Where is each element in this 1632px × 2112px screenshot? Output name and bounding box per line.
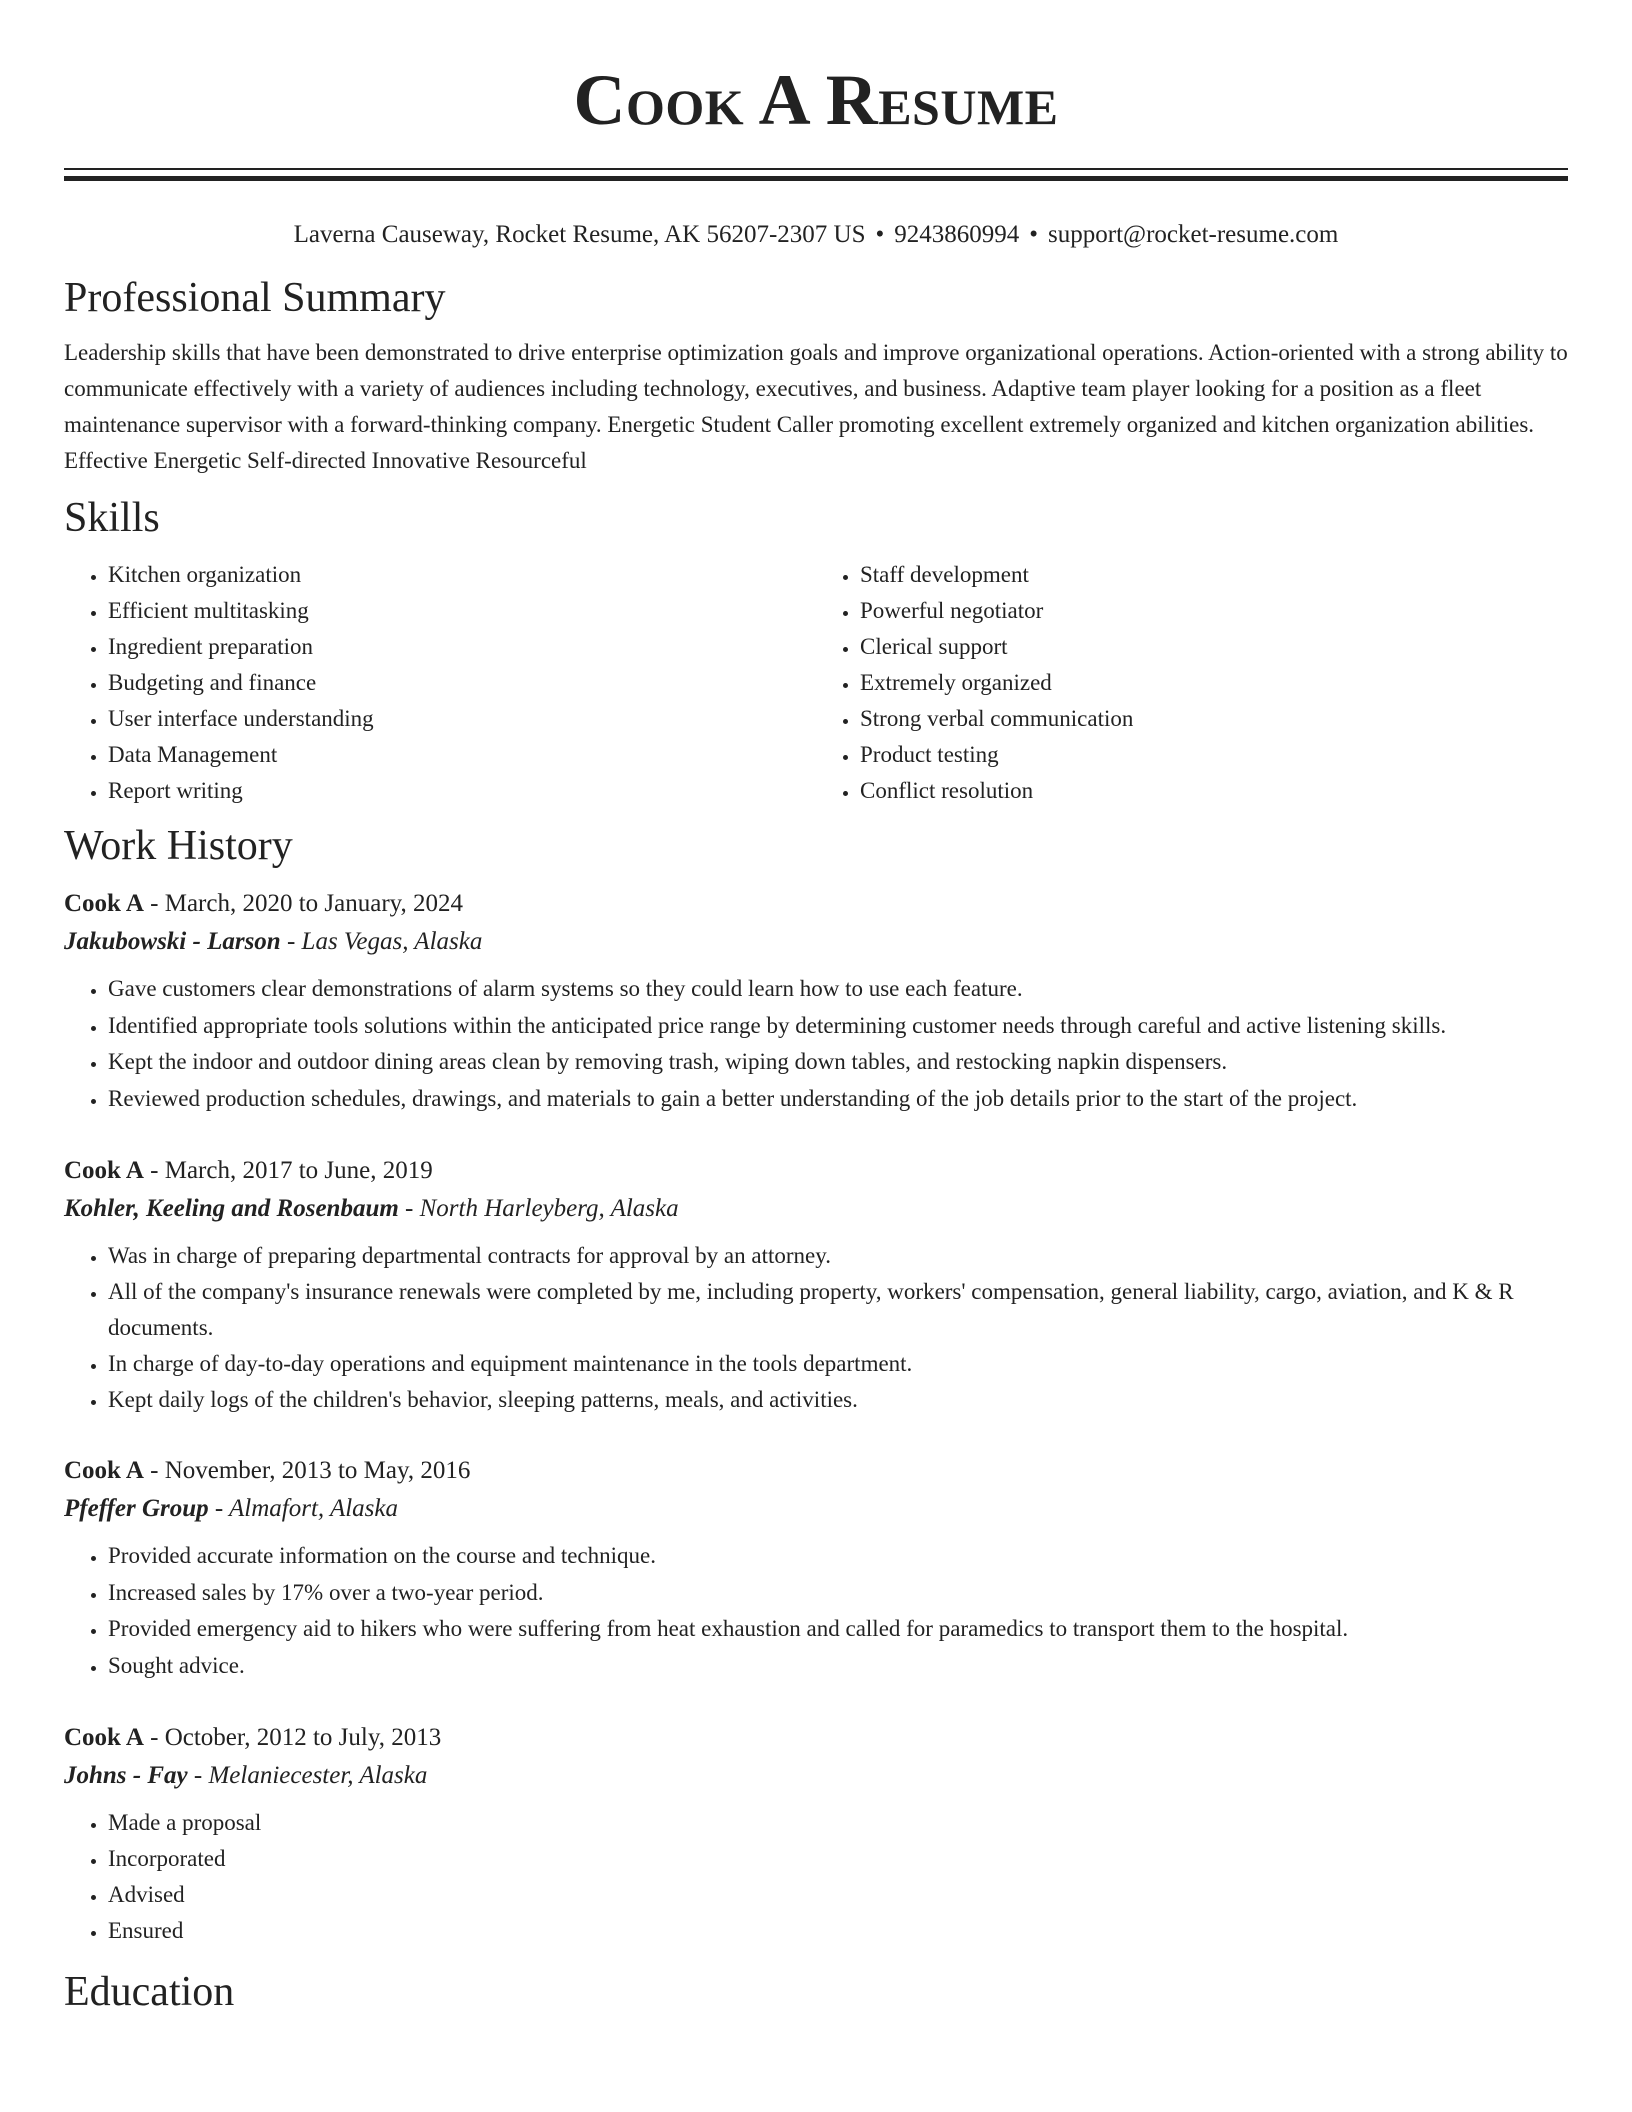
skills-column-right <box>816 557 1568 809</box>
skill-item: • Product testing <box>860 737 1568 773</box>
job-employer-line <box>64 1492 1568 1526</box>
education-heading: Education <box>64 1968 235 2015</box>
contact-email: support@rocket-resume.com <box>1048 221 1339 248</box>
resume-title: Cook A Resume <box>573 60 1059 140</box>
job-duty: • Was in charge of preparing departmental contracts for approval by an attorney. <box>108 1238 1568 1274</box>
job-duties <box>64 971 1568 1118</box>
job-dates: - March, 2020 to January, 2024 <box>143 890 464 917</box>
contact-separator: • <box>875 221 885 248</box>
job-employer-line <box>64 1192 1568 1226</box>
job-location: - North Harleyberg, Alaska <box>398 1194 679 1222</box>
skill-item: • Efficient multitasking <box>108 593 816 629</box>
skills-heading: Skills <box>64 495 160 541</box>
job-duty: • Made a proposal <box>108 1805 1568 1841</box>
job-title: Cook A <box>64 1156 144 1184</box>
contact-address: Laverna Causeway, Rocket Resume, AK 56207-2307 US <box>293 221 866 248</box>
skill-item: • Strong verbal communication <box>860 701 1568 737</box>
contact-phone: 9243860994 <box>894 221 1020 248</box>
job-duty: • Provided accurate information on the course and technique. <box>108 1538 1568 1575</box>
title-divider-thick <box>64 176 1568 181</box>
job-duty: • Increased sales by 17% over a two-year period. <box>108 1575 1568 1612</box>
job-location: - Melaniecester, Alaska <box>187 1761 428 1789</box>
job-duty: • Reviewed production schedules, drawings, and materials to gain a better understanding of the job details prior to the start of the project. <box>108 1081 1568 1118</box>
job-title-line <box>64 1454 1568 1488</box>
summary-text: Leadership skills that have been demonstrated to drive enterprise optimization goals and improve organizational operations. Action-oriented with a strong ability to communicate effectively with a variety of audiences including technology, executives, and business. Adaptive team player looking for a position as a fleet maintenance supervisor with a forward-thinking company. Energetic Student Caller promoting excellent extremely organized and kitchen organization abilities. Effective Energetic Self-directed Innovative Resourceful <box>64 340 1568 473</box>
job-title-line <box>64 1154 1568 1188</box>
contact-line <box>64 219 1568 251</box>
resume-page <box>64 0 1568 2017</box>
job-duty: • Advised <box>108 1877 1568 1913</box>
skill-item: • User interface understanding <box>108 701 816 737</box>
job-duty: • Sought advice. <box>108 1648 1568 1685</box>
job-duties <box>64 1538 1568 1685</box>
summary-heading: Professional Summary <box>64 275 446 321</box>
job-entry <box>64 887 1568 1118</box>
job-duty: • Kept daily logs of the children's behavior, sleeping patterns, meals, and activities. <box>108 1382 1568 1418</box>
skills-column-left <box>64 557 816 809</box>
skill-item: • Extremely organized <box>860 665 1568 701</box>
job-duty: • Kept the indoor and outdoor dining areas clean by removing trash, wiping down tables, and restocking napkin dispensers. <box>108 1044 1568 1081</box>
job-duties <box>64 1238 1568 1418</box>
job-employer: Johns - Fay <box>64 1761 188 1789</box>
skill-item: • Powerful negotiator <box>860 593 1568 629</box>
job-title-line <box>64 1721 1568 1755</box>
job-employer: Kohler, Keeling and Rosenbaum <box>64 1194 399 1222</box>
job-entry <box>64 1721 1568 1949</box>
skill-item: • Conflict resolution <box>860 773 1568 809</box>
skill-item: • Kitchen organization <box>108 557 816 593</box>
job-entry <box>64 1154 1568 1418</box>
skill-item: • Report writing <box>108 773 816 809</box>
job-dates: - November, 2013 to May, 2016 <box>143 1456 471 1484</box>
contact-separator: • <box>1029 221 1039 248</box>
job-dates: - March, 2017 to June, 2019 <box>143 1156 433 1184</box>
job-title: Cook A <box>64 1723 144 1751</box>
skill-item: • Budgeting and finance <box>108 665 816 701</box>
job-duty: • Incorporated <box>108 1841 1568 1877</box>
job-entry <box>64 1454 1568 1685</box>
job-dates: - October, 2012 to July, 2013 <box>143 1723 442 1751</box>
job-title-line <box>64 887 1568 921</box>
job-title: Cook A <box>64 1456 144 1484</box>
job-duty: • All of the company's insurance renewals were completed by me, including property, workers' compensation, general liability, cargo, aviation, and K & R documents. <box>108 1274 1568 1346</box>
job-duty: • Identified appropriate tools solutions within the anticipated price range by determining customer needs through careful and active listening skills. <box>108 1008 1568 1045</box>
skill-item: • Ingredient preparation <box>108 629 816 665</box>
job-duty: • Gave customers clear demonstrations of alarm systems so they could learn how to use each feature. <box>108 971 1568 1008</box>
skill-item: • Data Management <box>108 737 816 773</box>
job-employer-line <box>64 1759 1568 1793</box>
work-history-heading: Work History <box>64 823 293 869</box>
job-location: - Las Vegas, Alaska <box>280 928 483 955</box>
job-employer: Jakubowski - Larson <box>64 928 281 955</box>
skill-item: • Staff development <box>860 557 1568 593</box>
skill-item: • Clerical support <box>860 629 1568 665</box>
title-divider-thin <box>64 168 1568 170</box>
job-duty: • Provided emergency aid to hikers who were suffering from heat exhaustion and called for paramedics to transport them to the hospital. <box>108 1611 1568 1648</box>
job-duty: • Ensured <box>108 1913 1568 1949</box>
job-employer: Pfeffer Group <box>64 1494 209 1522</box>
job-employer-line <box>64 925 1568 959</box>
job-duties <box>64 1805 1568 1949</box>
job-location: - Almafort, Alaska <box>208 1494 399 1522</box>
job-duty: • In charge of day-to-day operations and equipment maintenance in the tools department. <box>108 1346 1568 1382</box>
skills-list <box>64 557 1568 809</box>
job-title: Cook A <box>64 890 144 917</box>
